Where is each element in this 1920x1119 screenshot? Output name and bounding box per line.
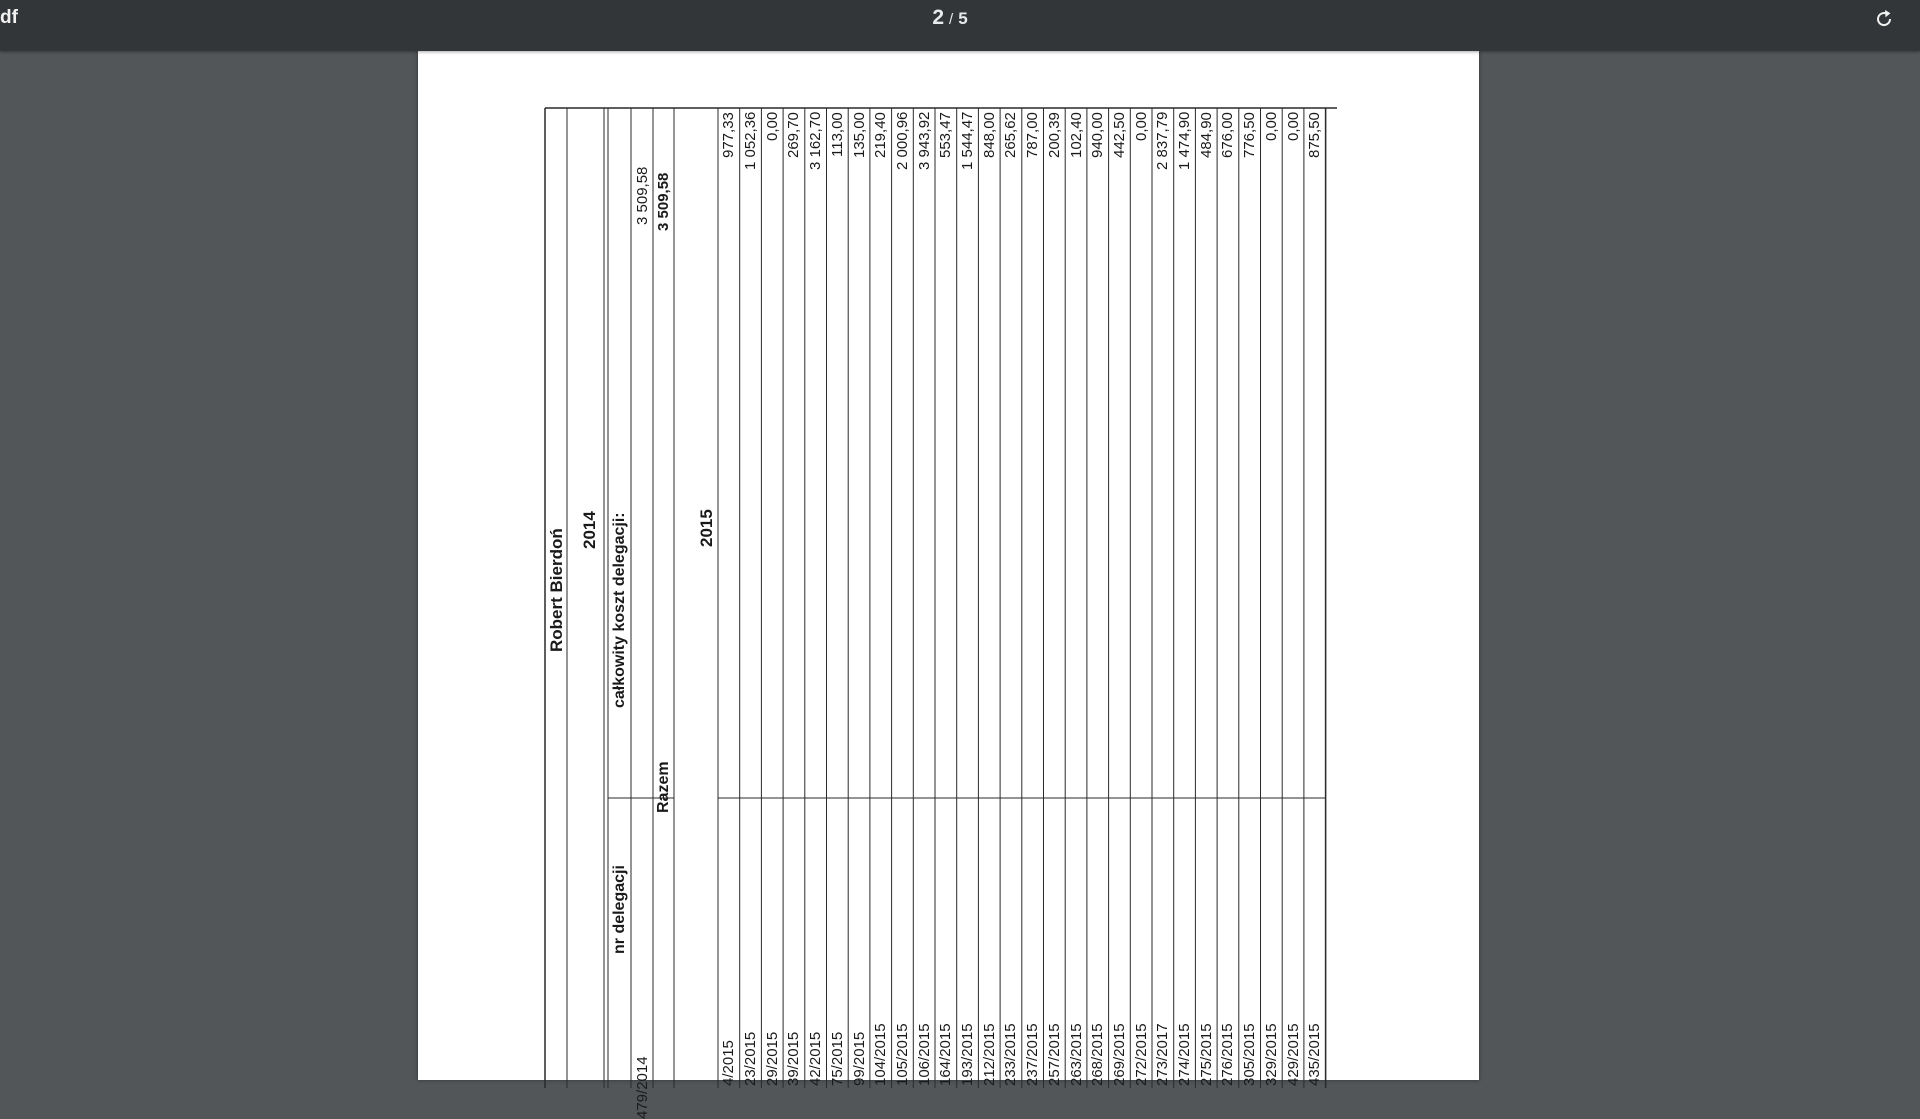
row-number: 4/2015 — [720, 1040, 738, 1086]
row-cost: 848,00 — [980, 112, 998, 158]
row-number: 435/2015 — [1306, 1023, 1324, 1086]
row-cost: 0,00 — [1132, 111, 1150, 141]
row-number: 105/2015 — [893, 1023, 911, 1086]
row-number: 164/2015 — [937, 1023, 955, 1086]
person-name: Robert Bierdoń — [546, 528, 566, 652]
row-number: 193/2015 — [959, 1023, 977, 1086]
row-number: 23/2015 — [742, 1031, 760, 1086]
row-cost: 2 837,79 — [1154, 111, 1172, 170]
page-indicator — [900, 0, 1000, 36]
page-separator: / — [949, 11, 954, 28]
row-cost: 3 162,70 — [807, 111, 825, 170]
current-page-number[interactable]: 2 — [932, 6, 945, 29]
row-cost: 102,40 — [1067, 112, 1085, 158]
row-number: 275/2015 — [1197, 1023, 1215, 1086]
header-cost: całkowity koszt delegacji: — [610, 512, 628, 708]
row-cost: 3 943,92 — [915, 111, 933, 170]
row-number: 329/2015 — [1262, 1023, 1280, 1086]
table-grid — [545, 108, 1337, 1088]
row-number: 233/2015 — [1002, 1023, 1020, 1086]
row-cost: 200,39 — [1045, 112, 1063, 158]
row-cost: 940,00 — [1089, 112, 1107, 158]
row-number: 479/2014 — [633, 1056, 651, 1119]
row-number: 429/2015 — [1284, 1023, 1302, 1086]
row-cost: 2 000,96 — [893, 111, 911, 170]
row-number: 272/2015 — [1132, 1023, 1150, 1086]
document-title: df — [0, 7, 18, 28]
document-table — [545, 108, 1337, 1119]
row-number: 269/2015 — [1110, 1023, 1128, 1086]
row-cost: 676,00 — [1219, 112, 1237, 158]
row-number: 106/2015 — [915, 1023, 933, 1086]
pdf-toolbar — [0, 0, 1920, 51]
row-number: 237/2015 — [1024, 1023, 1042, 1086]
row-cost: 135,00 — [850, 112, 868, 158]
row-cost: 219,40 — [872, 112, 890, 158]
row-number: 99/2015 — [850, 1031, 868, 1086]
row-cost: 977,33 — [720, 112, 738, 158]
row-cost: 484,90 — [1197, 112, 1215, 158]
row-cost: 113,00 — [828, 112, 846, 157]
row-cost: 0,00 — [763, 111, 781, 141]
total-label: Razem — [654, 761, 672, 813]
row-number: 263/2015 — [1067, 1023, 1085, 1086]
row-number: 39/2015 — [785, 1031, 803, 1086]
row-number: 29/2015 — [763, 1031, 781, 1086]
total-pages: 5 — [958, 9, 968, 28]
row-number: 305/2015 — [1241, 1023, 1259, 1086]
row-cost: 3 509,58 — [633, 166, 651, 225]
total-value: 3 509,58 — [655, 172, 672, 231]
row-number: 273/2017 — [1154, 1023, 1172, 1086]
header-number: nr delegacji — [610, 865, 628, 954]
row-number: 104/2015 — [872, 1023, 890, 1086]
pdf-page — [418, 51, 1479, 1119]
row-cost: 269,70 — [785, 112, 803, 158]
row-number: 42/2015 — [807, 1031, 825, 1086]
row-number: 274/2015 — [1176, 1023, 1194, 1086]
row-number: 257/2015 — [1045, 1023, 1063, 1086]
row-cost: 875,50 — [1306, 112, 1324, 158]
row-number: 268/2015 — [1089, 1023, 1107, 1086]
year-2014: 2014 — [580, 511, 599, 549]
row-cost: 0,00 — [1284, 111, 1302, 141]
row-cost: 265,62 — [1002, 112, 1020, 158]
row-cost: 0,00 — [1262, 111, 1280, 141]
row-number: 276/2015 — [1219, 1023, 1237, 1086]
row-cost: 442,50 — [1110, 112, 1128, 158]
row-number: 75/2015 — [828, 1031, 846, 1086]
rotate-clockwise-icon — [1873, 8, 1895, 30]
row-cost: 776,50 — [1241, 112, 1259, 158]
row-cost: 787,00 — [1024, 112, 1042, 158]
row-cost: 1 052,36 — [742, 111, 760, 170]
row-cost: 553,47 — [937, 112, 955, 158]
row-cost: 1 474,90 — [1176, 111, 1194, 170]
row-cost: 1 544,47 — [959, 111, 977, 170]
row-number: 212/2015 — [980, 1023, 998, 1086]
rotate-button[interactable] — [1868, 3, 1900, 35]
year-2015: 2015 — [696, 509, 716, 547]
